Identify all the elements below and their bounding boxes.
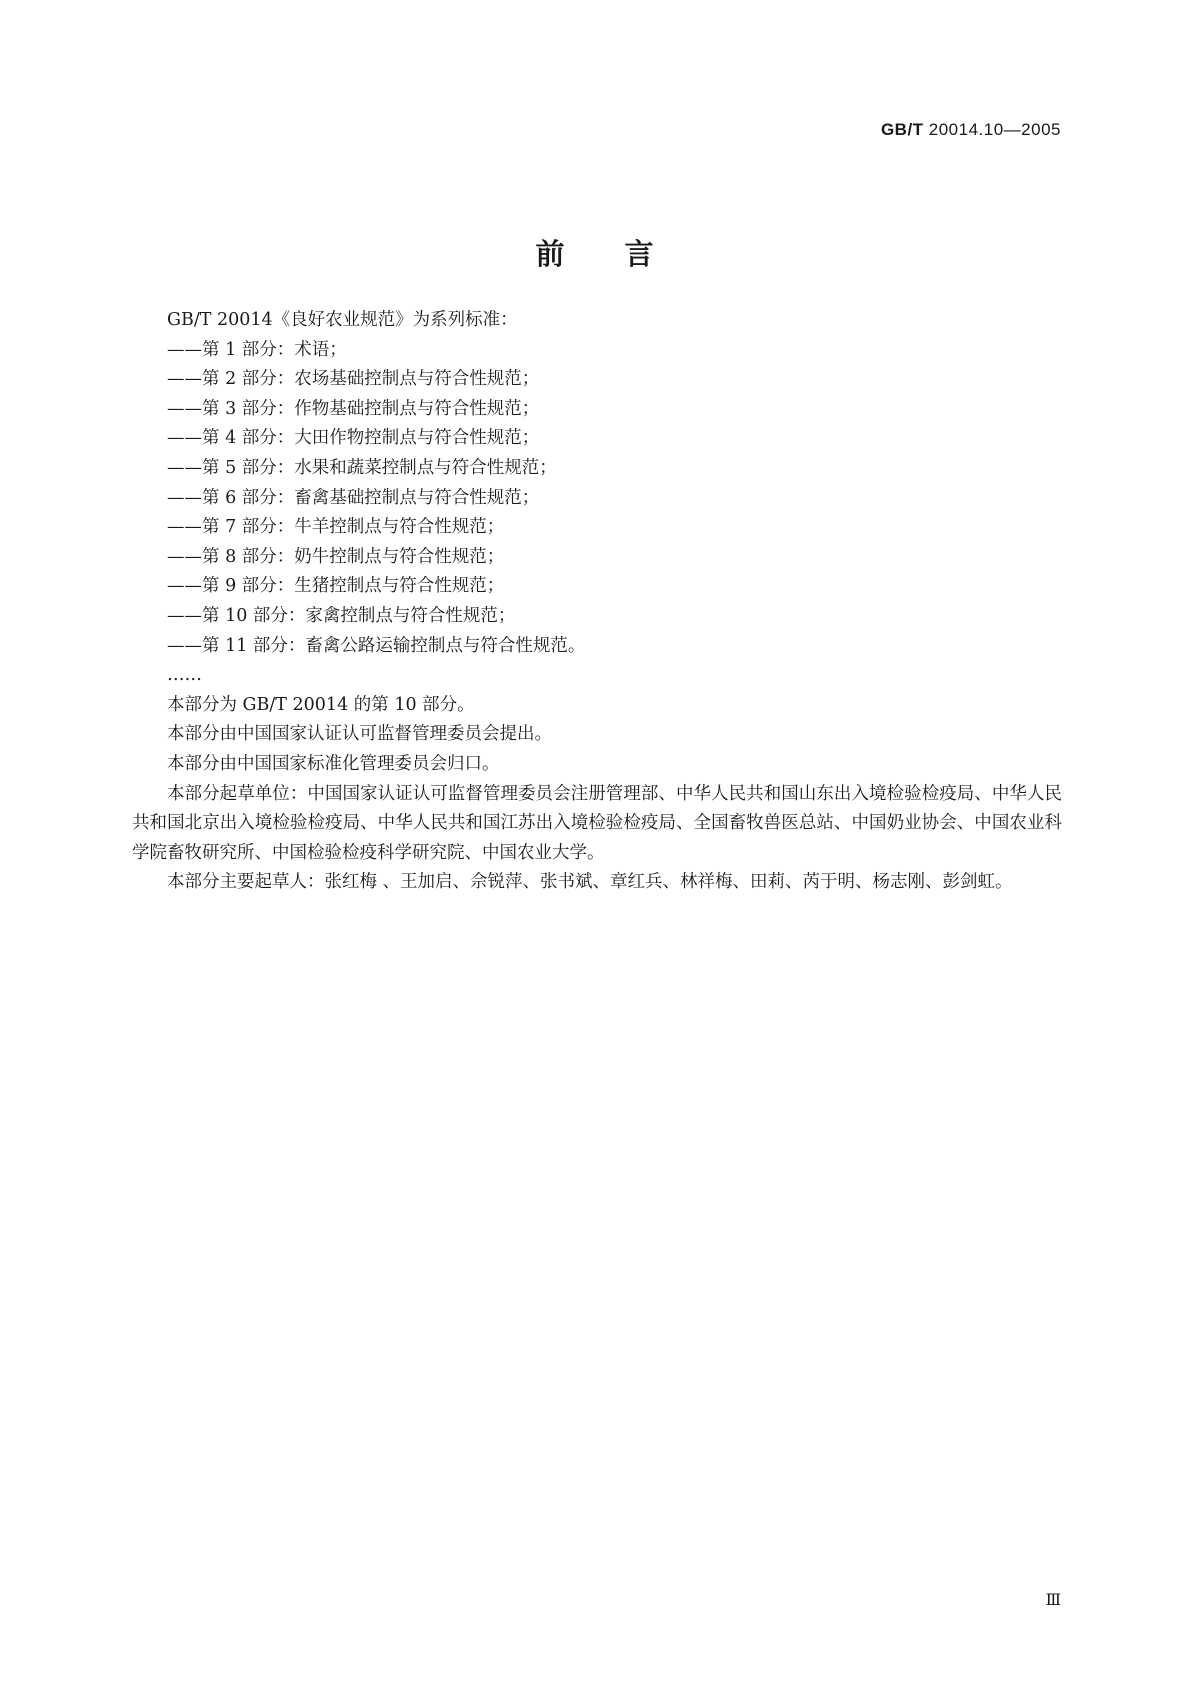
list-item: ——第 2 部分：农场基础控制点与符合性规范； (167, 369, 540, 390)
paragraph-1: 本部分为 GB/T 20014 的第 10 部分。 (167, 694, 475, 715)
paragraph-2: 本部分由中国国家认证认可监督管理委员会提出。 (167, 724, 552, 745)
list-item: ——第 1 部分：术语； (167, 339, 347, 360)
standard-number-prefix: GB/T (880, 120, 924, 139)
ellipsis: …… (167, 665, 202, 686)
title-char-1: 前 (535, 237, 567, 271)
paragraph-4: 本部分起草单位：中国国家认证认可监督管理委员会注册管理部、中华人民共和国山东出入境检验检疫局、中华人民共和国北京出入境检验检疫局、中华人民共和国江苏出入境检验检疫局、全国畜牧兽医总站、中国奶业协会、中国农业科学院畜牧研究所、中国检验检疫科学研究院、中国农业大学。 (132, 783, 1062, 863)
standard-number-suffix: 20014.10—2005 (923, 120, 1061, 139)
list-item: ——第 8 部分：奶牛控制点与符合性规范； (167, 546, 505, 567)
paragraph-3: 本部分由中国国家标准化管理委员会归口。 (167, 753, 500, 774)
list-item: ——第 10 部分：家禽控制点与符合性规范； (167, 605, 516, 626)
paragraph-5: 本部分主要起草人：张红梅 、王加启、佘锐萍、张书斌、章红兵、林祥梅、田莉、芮于明、杨志刚、彭剑虹。 (167, 872, 1013, 893)
parts-list (132, 336, 1062, 662)
body-text (132, 306, 1062, 898)
page-title (0, 232, 1191, 273)
list-item: ——第 3 部分：作物基础控制点与符合性规范； (167, 398, 540, 419)
list-item: ——第 5 部分：水果和蔬菜控制点与符合性规范； (167, 457, 557, 478)
list-item: ——第 4 部分：大田作物控制点与符合性规范； (167, 428, 540, 449)
title-char-2: 言 (624, 237, 656, 271)
page-number: Ⅲ (1045, 1590, 1061, 1609)
standard-number-header (881, 120, 1061, 140)
list-item: ——第 9 部分：生猪控制点与符合性规范； (167, 576, 505, 597)
series-intro: GB/T 20014《良好农业规范》为系列标准： (167, 310, 518, 330)
list-item: ——第 11 部分：畜禽公路运输控制点与符合性规范。 (167, 635, 586, 656)
list-item: ——第 6 部分：畜禽基础控制点与符合性规范； (167, 487, 540, 508)
list-item: ——第 7 部分：牛羊控制点与符合性规范； (167, 517, 505, 538)
